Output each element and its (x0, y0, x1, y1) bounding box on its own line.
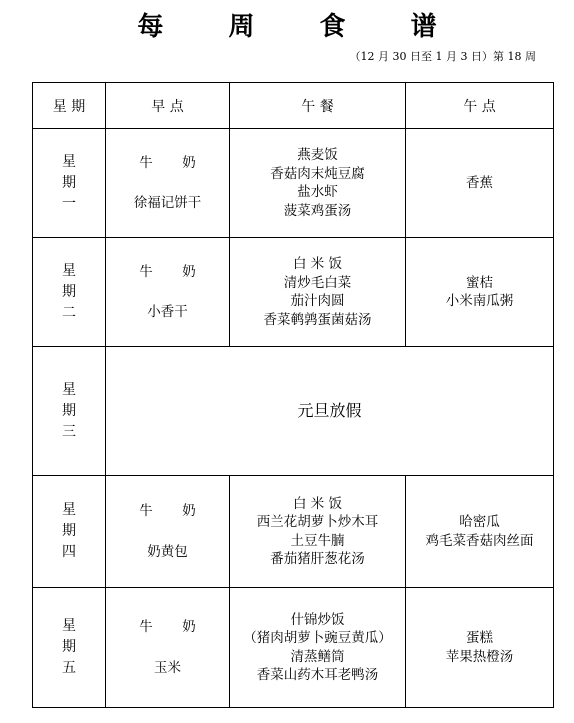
weekday-char: 星 (62, 618, 76, 634)
snack-item: 香蕉 (466, 174, 493, 191)
lunch-item: 土豆牛腩 (290, 532, 345, 549)
table-row (33, 347, 554, 476)
lunch-item: 香菇肉末炖豆腐 (270, 165, 365, 182)
weekday-char: 星 (62, 381, 76, 398)
lunch-item: 白 米 饭 (292, 495, 343, 512)
lunch-item: 白 米 饭 (292, 256, 343, 272)
snack-item: 蛋糕 (466, 630, 493, 646)
breakfast-item: 牛 奶 (139, 263, 204, 280)
weekday-char: 三 (62, 423, 76, 440)
header-snack: 午 点 (406, 83, 554, 129)
weekday-cell (33, 588, 106, 708)
breakfast-item: 牛 奶 (139, 154, 204, 171)
weekday-cell (33, 347, 106, 476)
breakfast-item: 徐福记饼干 (133, 195, 202, 211)
weekday-char: 期 (62, 639, 76, 655)
lunch-cell (230, 238, 406, 347)
lunch-item: 燕麦饭 (297, 147, 338, 163)
lunch-cell (230, 476, 406, 588)
breakfast-cell (106, 129, 230, 238)
lunch-item: 香菜山药木耳老鸭汤 (256, 667, 379, 683)
weekday-char: 期 (62, 523, 76, 539)
breakfast-item: 奶黄包 (147, 543, 188, 560)
lunch-cell (230, 588, 406, 708)
lunch-item: 清炒毛白菜 (283, 274, 352, 291)
snack-item: 蜜桔 (466, 274, 493, 291)
lunch-item: （猪肉胡萝卜豌豆黄瓜） (243, 630, 392, 646)
weekday-char: 期 (62, 402, 76, 419)
breakfast-item: 牛 奶 (139, 619, 204, 635)
lunch-item: 盐水虾 (297, 184, 338, 200)
page-title: 每 周 食 谱 (137, 12, 465, 42)
breakfast-cell (106, 238, 230, 347)
weekday-char: 星 (62, 262, 76, 279)
snack-item: 小米南瓜粥 (445, 293, 514, 309)
table-row (33, 129, 554, 238)
table-row (33, 238, 554, 347)
weekday-cell (33, 129, 106, 238)
snack-cell (406, 129, 554, 238)
header-row (33, 83, 554, 129)
weekday-cell (33, 476, 106, 588)
weekday-char: 期 (62, 283, 76, 300)
weekday-char: 五 (62, 660, 76, 676)
breakfast-item: 玉米 (154, 659, 181, 676)
lunch-item: 什锦炒饭 (290, 611, 345, 628)
snack-item: 苹果热橙汤 (445, 648, 514, 665)
table-row (33, 476, 554, 588)
breakfast-cell (106, 588, 230, 708)
lunch-item: 番茄猪肝葱花汤 (270, 551, 365, 567)
snack-cell (406, 238, 554, 347)
snack-item: 鸡毛菜香菇肉丝面 (425, 532, 534, 549)
lunch-item: 西兰花胡萝卜炒木耳 (256, 514, 379, 530)
holiday-cell: 元旦放假 (106, 347, 554, 476)
weekday-cell (33, 238, 106, 347)
header-breakfast: 早 点 (106, 83, 230, 129)
header-weekday: 星 期 (33, 83, 106, 129)
snack-cell (406, 476, 554, 588)
weekday-char: 星 (62, 153, 76, 170)
header-lunch: 午 餐 (230, 83, 406, 129)
weekday-char: 四 (62, 544, 76, 560)
table-row (33, 588, 554, 708)
snack-cell (406, 588, 554, 708)
breakfast-item: 牛 奶 (139, 503, 204, 519)
weekday-char: 星 (62, 502, 76, 518)
lunch-item: 香菜鹌鹑蛋菌菇汤 (263, 311, 372, 328)
lunch-item: 茄汁肉圆 (290, 293, 345, 309)
breakfast-cell (106, 476, 230, 588)
weekday-char: 期 (62, 174, 76, 191)
weekday-char: 一 (62, 195, 76, 212)
lunch-item: 菠菜鸡蛋汤 (283, 202, 352, 219)
weekday-char: 二 (62, 304, 76, 321)
weekly-menu-table (32, 82, 554, 708)
lunch-cell (230, 129, 406, 238)
lunch-item: 清蒸鳝筒 (290, 648, 345, 665)
snack-item: 哈密瓜 (459, 514, 500, 530)
breakfast-item: 小香干 (147, 304, 188, 320)
date-range: （12 月 30 日至 1 月 3 日）第 18 周 (349, 50, 536, 63)
